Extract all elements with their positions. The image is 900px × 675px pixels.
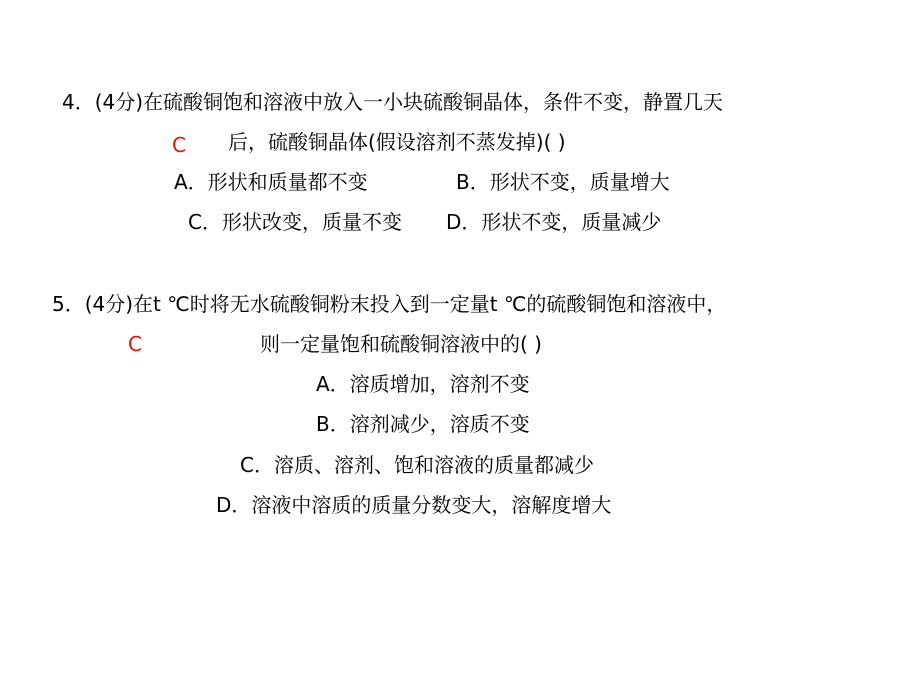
q5-option-a: A．溶质增加，溶剂不变 bbox=[316, 372, 530, 396]
q4-answer: C bbox=[172, 133, 186, 157]
q5-option-d: D．溶液中溶质的质量分数变大，溶解度增大 bbox=[216, 493, 612, 517]
q5-option-b: B．溶剂减少，溶质不变 bbox=[316, 412, 530, 436]
q4-stem-line2: 后，硫酸铜晶体(假设溶剂不蒸发掉)( ) bbox=[228, 130, 566, 154]
q5-answer: C bbox=[128, 332, 142, 356]
q4-option-a: A．形状和质量都不变 bbox=[174, 170, 368, 194]
q4-option-b: B．形状不变，质量增大 bbox=[456, 170, 670, 194]
q4-option-d: D．形状不变，质量减少 bbox=[446, 210, 662, 234]
q5-stem-line1: 5．(4分)在t ℃时将无水硫酸铜粉末投入到一定量t ℃的硫酸铜饱和溶液中， bbox=[52, 292, 727, 316]
q5-option-c: C．溶质、溶剂、饱和溶液的质量都减少 bbox=[240, 453, 594, 477]
q4-option-c: C．形状改变，质量不变 bbox=[188, 210, 402, 234]
q4-stem-line1: 4．(4分)在硫酸铜饱和溶液中放入一小块硫酸铜晶体，条件不变，静置几天 bbox=[62, 90, 724, 114]
q5-stem-line2: 则一定量饱和硫酸铜溶液中的( ) bbox=[260, 332, 542, 356]
